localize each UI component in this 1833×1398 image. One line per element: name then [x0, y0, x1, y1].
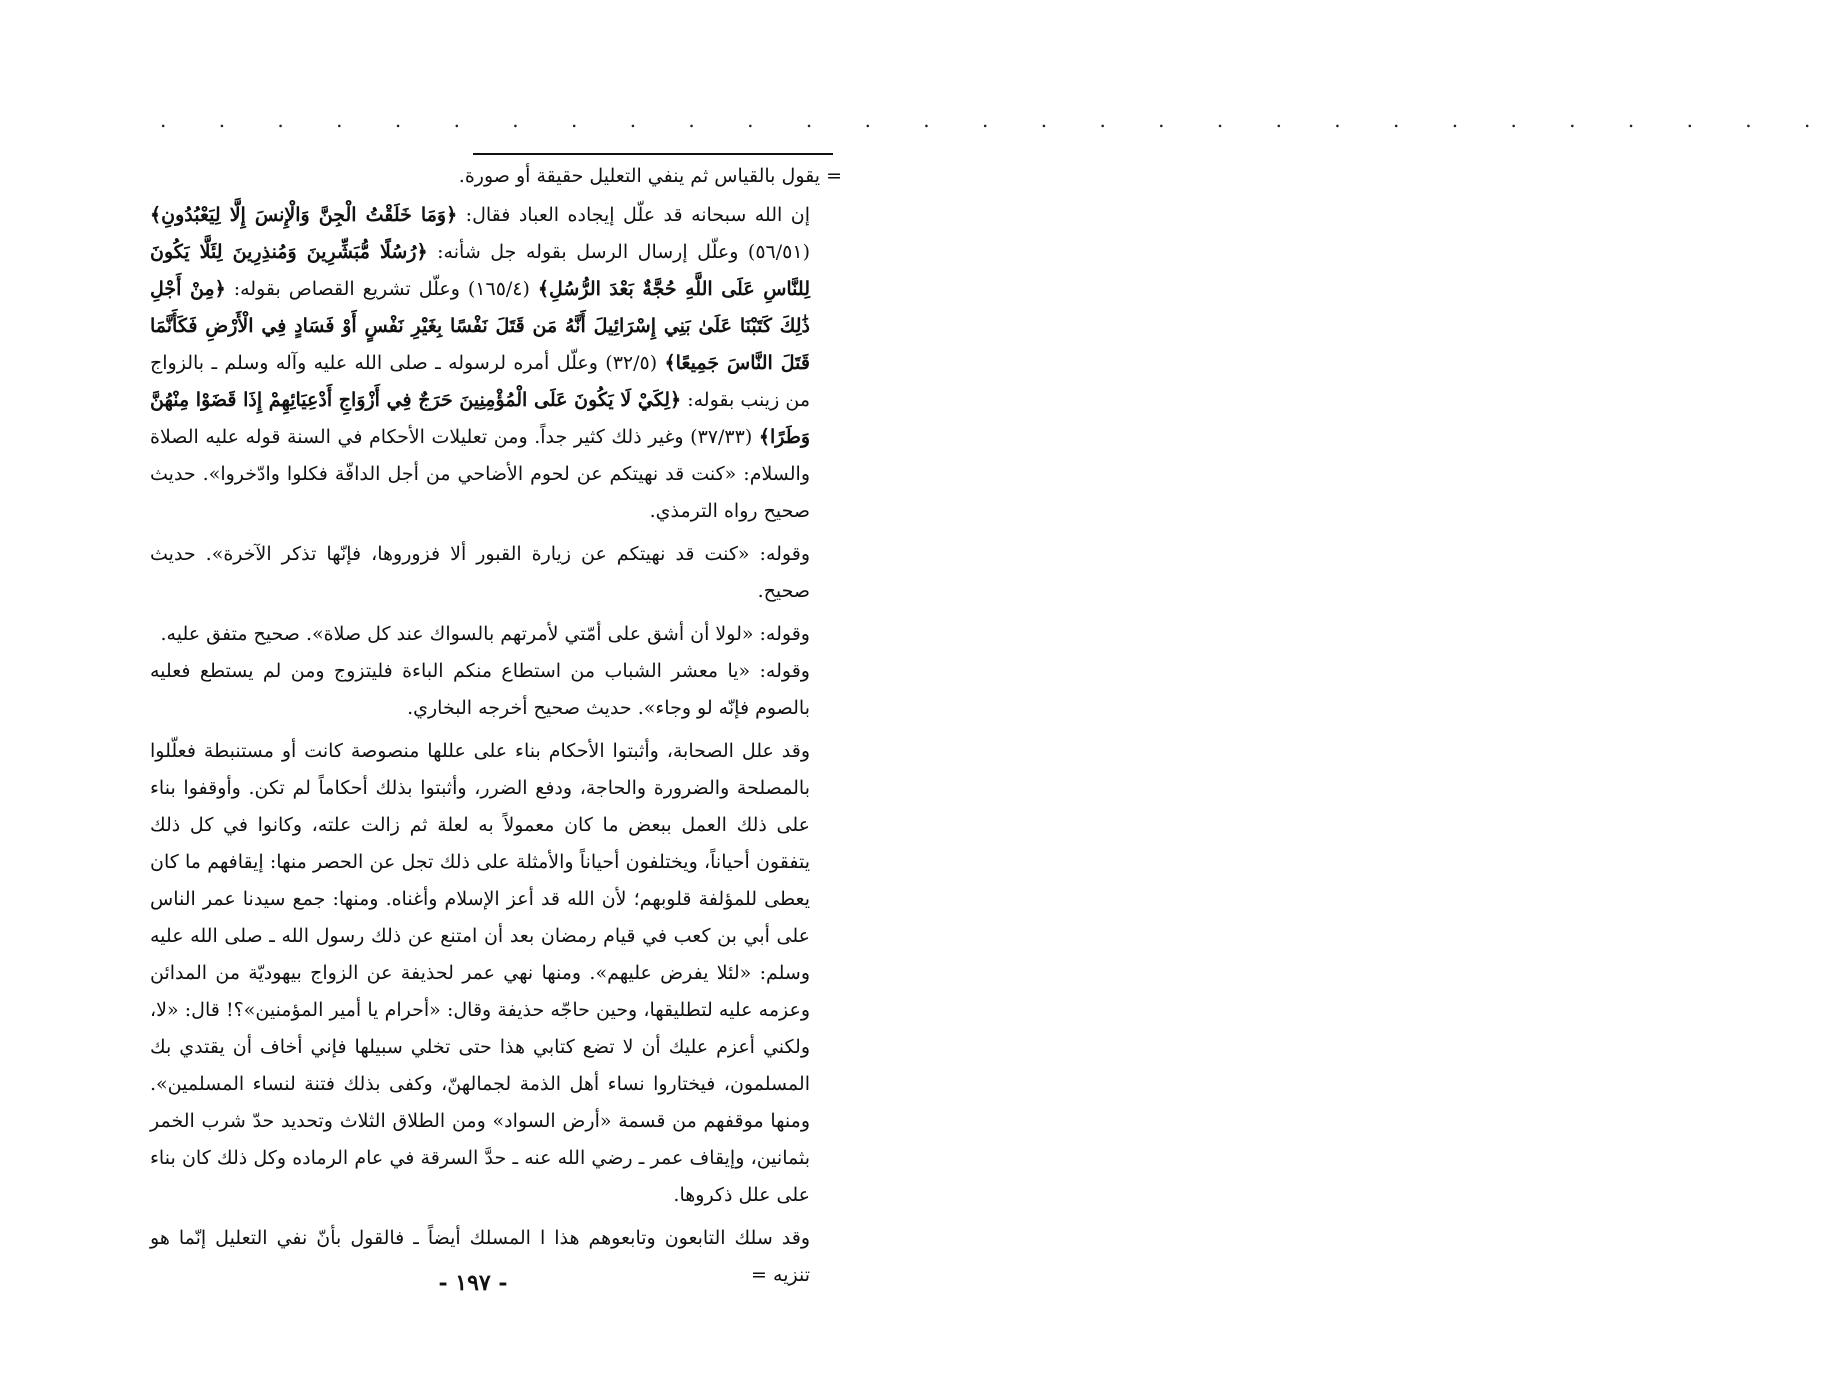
paragraph-text: (٣٧/٣٣) وغير ذلك كثير جداً. ومن تعليلات الأحكام في السنة قوله عليه الصلاة والسلام: «كنت قد نهيتكم عن لحوم الأضاحي من أجل الدافّة فكلوا وادّخروا». حديث صحيح رواه الترمذي.: [150, 426, 810, 522]
footnote-continuation: = يقول بالقياس ثم ينفي التعليل حقيقة أو صورة.: [458, 165, 842, 187]
quran-verse: ﴿مِنْ أَجْلِ ذَٰلِكَ كَتَبْنَا عَلَىٰ بَنِي إِسْرَائِيلَ أَنَّهُ مَن قَتَلَ نَفْسًا بِغَيْرِ نَفْسٍ أَوْ فَسَادٍ فِي الْأَرْضِ فَكَأَنَّمَا قَتَلَ النَّاسَ جَمِيعًا﴾: [150, 278, 810, 374]
hadith-paragraph: وقوله: «يا معشر الشباب من استطاع منكم الباءة فليتزوج ومن لم يستطع فعليه بالصوم فإنّه لو وجاء». حديث صحيح أخرجه البخاري.: [150, 660, 810, 719]
page-number: - ١٩٧ -: [438, 1270, 508, 1296]
companions-paragraph: وقد علل الصحابة، وأثبتوا الأحكام بناء على عللها منصوصة كانت أو مستنبطة فعلّلوا بالمصلحة والضرورة والحاجة، ودفع الضرر، وأثبتوا بذلك أحكاماً لم تكن. وأوقفوا بناء على ذلك العمل ببعض ما كان معمولاً به لعلة ثم زالت علته، وكانوا في كل ذلك يتفقون أحياناً، ويختلفون أحياناً والأمثلة على ذلك تجل عن الحصر منها: إيقافهم ما كان يعطى للمؤلفة قلوبهم؛ لأن الله قد أعز الإسلام وأغناه. ومنها: جمع سيدنا عمر الناس على أبي بن كعب في قيام رمضان بعد أن امتنع عن ذلك رسول الله ـ صلى الله عليه وسلم: «لئلا يفرض عليهم». ومنها نهي عمر لحذيفة عن الزواج بيهوديّة من المدائن وعزمه عليه لتطليقها، وحين حاجّه حذيفة وقال: «أحرام يا أمير المؤمنين»؟! قال: «لا، ولكني أعزم عليك أن لا تضع كتابي هذا حتى تخلي سبيلها فإني أخاف أن يقتدي بك المسلمون، فيختاروا نساء أهل الذمة لجمالهنّ، وكفى بذلك فتنة لنساء المسلمين». ومنها موقفهم من قسمة «أرض السواد» ومن الطلاق الثلاث وتحديد حدّ شرب الخمر بثمانين، وإيقاف عمر ـ رضي الله عنه ـ حدَّ السرقة في عام الرماده وكل ذلك كان بناء على علل ذكروها.: [150, 740, 810, 1206]
paragraph-text: (٣٢/٥) وعلّل أمره لرسوله ـ صلى الله عليه وآله وسلم ـ بالزواج من زينب بقوله:: [150, 352, 810, 411]
hadith-paragraph: وقوله: «كنت قد نهيتكم عن زيارة القبور ألا فزوروها، فإنّها تذكر الآخرة». حديث صحيح.: [150, 543, 810, 602]
header-dots: . . . . . . . . . . . . . . . . . . . . . . . . . . . . .: [160, 108, 1833, 132]
page-body: [150, 158, 842, 1294]
quran-verse: ﴿لِكَيْ لَا يَكُونَ عَلَى الْمُؤْمِنِينَ حَرَجٌ فِي أَزْوَاجِ أَدْعِيَائِهِمْ إِذَا قَضَوْا مِنْهُنَّ وَطَرًا﴾: [150, 389, 811, 448]
successors-paragraph: وقد سلك التابعون وتابعوهم هذا ا المسلك أيضاً ـ فالقول بأنّ نفي التعليل إنّما هو تنزيه =: [150, 1227, 810, 1286]
quran-verse: ﴿رُسُلًا مُّبَشِّرِينَ وَمُنذِرِينَ لِئَلَّا يَكُونَ لِلنَّاسِ عَلَى اللَّهِ حُجَّةٌ بَعْدَ الرُّسُلِ﴾: [150, 241, 810, 300]
footnote-separator-rule: [473, 153, 833, 155]
quran-verse: ﴿وَمَا خَلَقْتُ الْجِنَّ وَالْإِنسَ إِلَّا لِيَعْبُدُونِ﴾: [150, 204, 458, 226]
paragraph-text: إن الله سبحانه قد علّل إيجاده العباد فقال:: [457, 204, 810, 226]
paragraph-text: (٥٦/٥١) وعلّل إرسال الرسل بقوله جل شأنه:: [427, 241, 810, 263]
hadith-paragraph: وقوله: «لولا أن أشق على أمّتي لأمرتهم بالسواك عند كل صلاة». صحيح متفق عليه.: [160, 623, 810, 645]
paragraph-text: (١٦٥/٤) وعلّل تشريع القصاص بقوله:: [225, 278, 538, 300]
paragraph-quran-reasons: [150, 197, 842, 530]
